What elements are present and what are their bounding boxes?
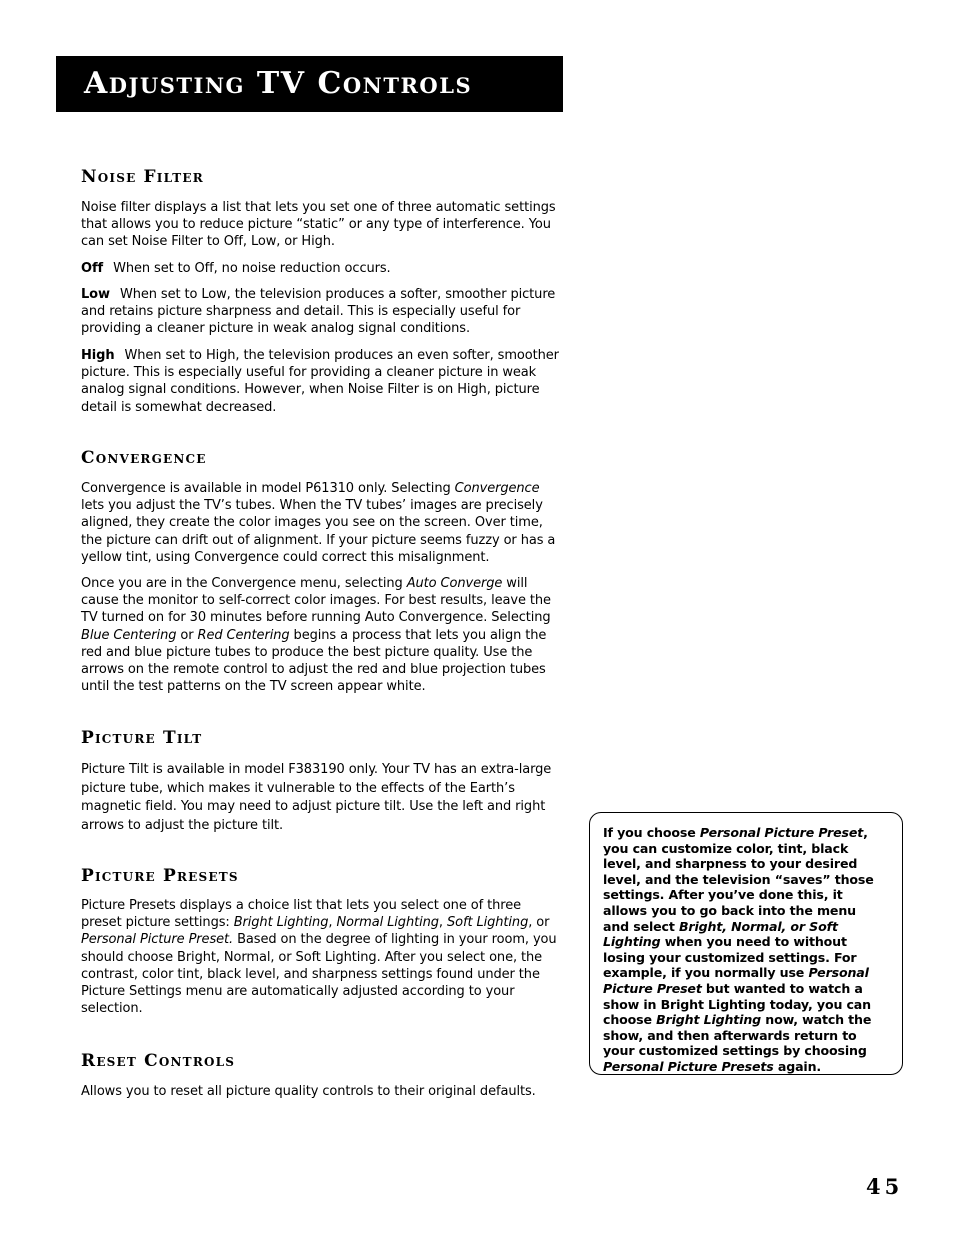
page-number: 45 [866,1174,904,1199]
picture-tilt-text: Picture Tilt is available in model F383190 only. Your TV has an extra-large picture tube, which makes it vulnerable to the effects of the Earth’s magnetic field. You may need to adjust picture tilt. Use the left and right arrows to adjust the picture tilt. [81,762,552,833]
convergence-heading: Convergence [81,448,207,468]
reset-controls-body [81,1083,561,1100]
noise-filter-off [81,260,561,277]
option-text-high: When set to High, the television produces an even softer, smoother picture. This is especially useful for providing a cleaner picture in weak analog signal conditions. However, when Noise Filter is on High, picture detail is somewhat decreased. [81,348,559,415]
picture-presets-text: Picture Presets displays a choice list that lets you select one of three preset picture settings: Bright Lighting, Normal Lighting, Soft Lighting, or Personal Picture Preset. Based on the degree of lighting in your room, you should choose Bright, Normal, or Soft Lighting. After you select one, the contrast, color tint, black level, and sharpness settings found under the Picture Settings menu are automatically adjusted according to your selection. [81,898,557,1017]
tip-callout-box [589,812,903,1075]
reset-controls-text: Allows you to reset all picture quality controls to their original defaults. [81,1084,536,1099]
convergence-body-2 [81,575,561,695]
picture-tilt-body [81,761,559,835]
tip-callout-text: If you choose Personal Picture Preset, you can customize color, tint, black level, and sharpness to your desired level, and the television “saves” those settings. After you’ve done this, it allows you to go back into the menu and select Bright, Normal, or Soft Lighting when you need to without losing your customized settings. For example, if you normally use Personal Picture Preset but wanted to watch a show in Bright Lighting today, you can choose Bright Lighting now, watch the show, and then afterwards return to your customized settings by choosing Personal Picture Presets again. [603,825,874,1074]
page-title: Adjusting TV Controls [84,66,473,101]
option-text-off: When set to Off, no noise reduction occurs. [113,261,391,276]
noise-filter-low [81,286,561,338]
option-term-low: Low [81,287,110,302]
noise-filter-heading: Noise Filter [81,167,204,187]
option-term-high: High [81,348,115,363]
reset-controls-heading: Reset Controls [81,1051,236,1071]
noise-filter-high [81,347,561,416]
convergence-body [81,480,561,566]
picture-presets-body [81,897,561,1017]
title-banner [56,56,563,112]
noise-filter-body [81,199,561,251]
option-text-low: When set to Low, the television produces a softer, smoother picture and retains picture sharpness and detail. This is especially useful for providing a cleaner picture in weak analog signal conditions. [81,287,556,337]
picture-tilt-heading: Picture Tilt [81,728,203,748]
noise-filter-intro: Noise filter displays a list that lets you set one of three automatic settings that allows you to reduce picture “static” or any type of interference. You can set Noise Filter to Off, Low, or High. [81,200,556,250]
picture-presets-heading: Picture Presets [81,866,239,886]
option-term-off: Off [81,261,104,276]
convergence-paragraph-2: Once you are in the Convergence menu, selecting Auto Converge will cause the monitor to self-correct color images. For best results, leave the TV turned on for 30 minutes before running Auto Convergence. Selecting Blue Centering or Red Centering begins a process that lets you align the red and blue picture tubes to produce the best picture quality. Use the arrows on the remote control to adjust the red and blue projection tubes until the test patterns on the TV screen appear white. [81,576,551,695]
convergence-paragraph-1: Convergence is available in model P61310 only. Selecting Convergence lets you adjust the TV’s tubes. When the TV tubes’ images are precisely aligned, they create the color images you see on the screen. Over time, the picture can drift out of alignment. If your picture seems fuzzy or has a yellow tint, using Convergence could correct this misalignment. [81,481,556,565]
